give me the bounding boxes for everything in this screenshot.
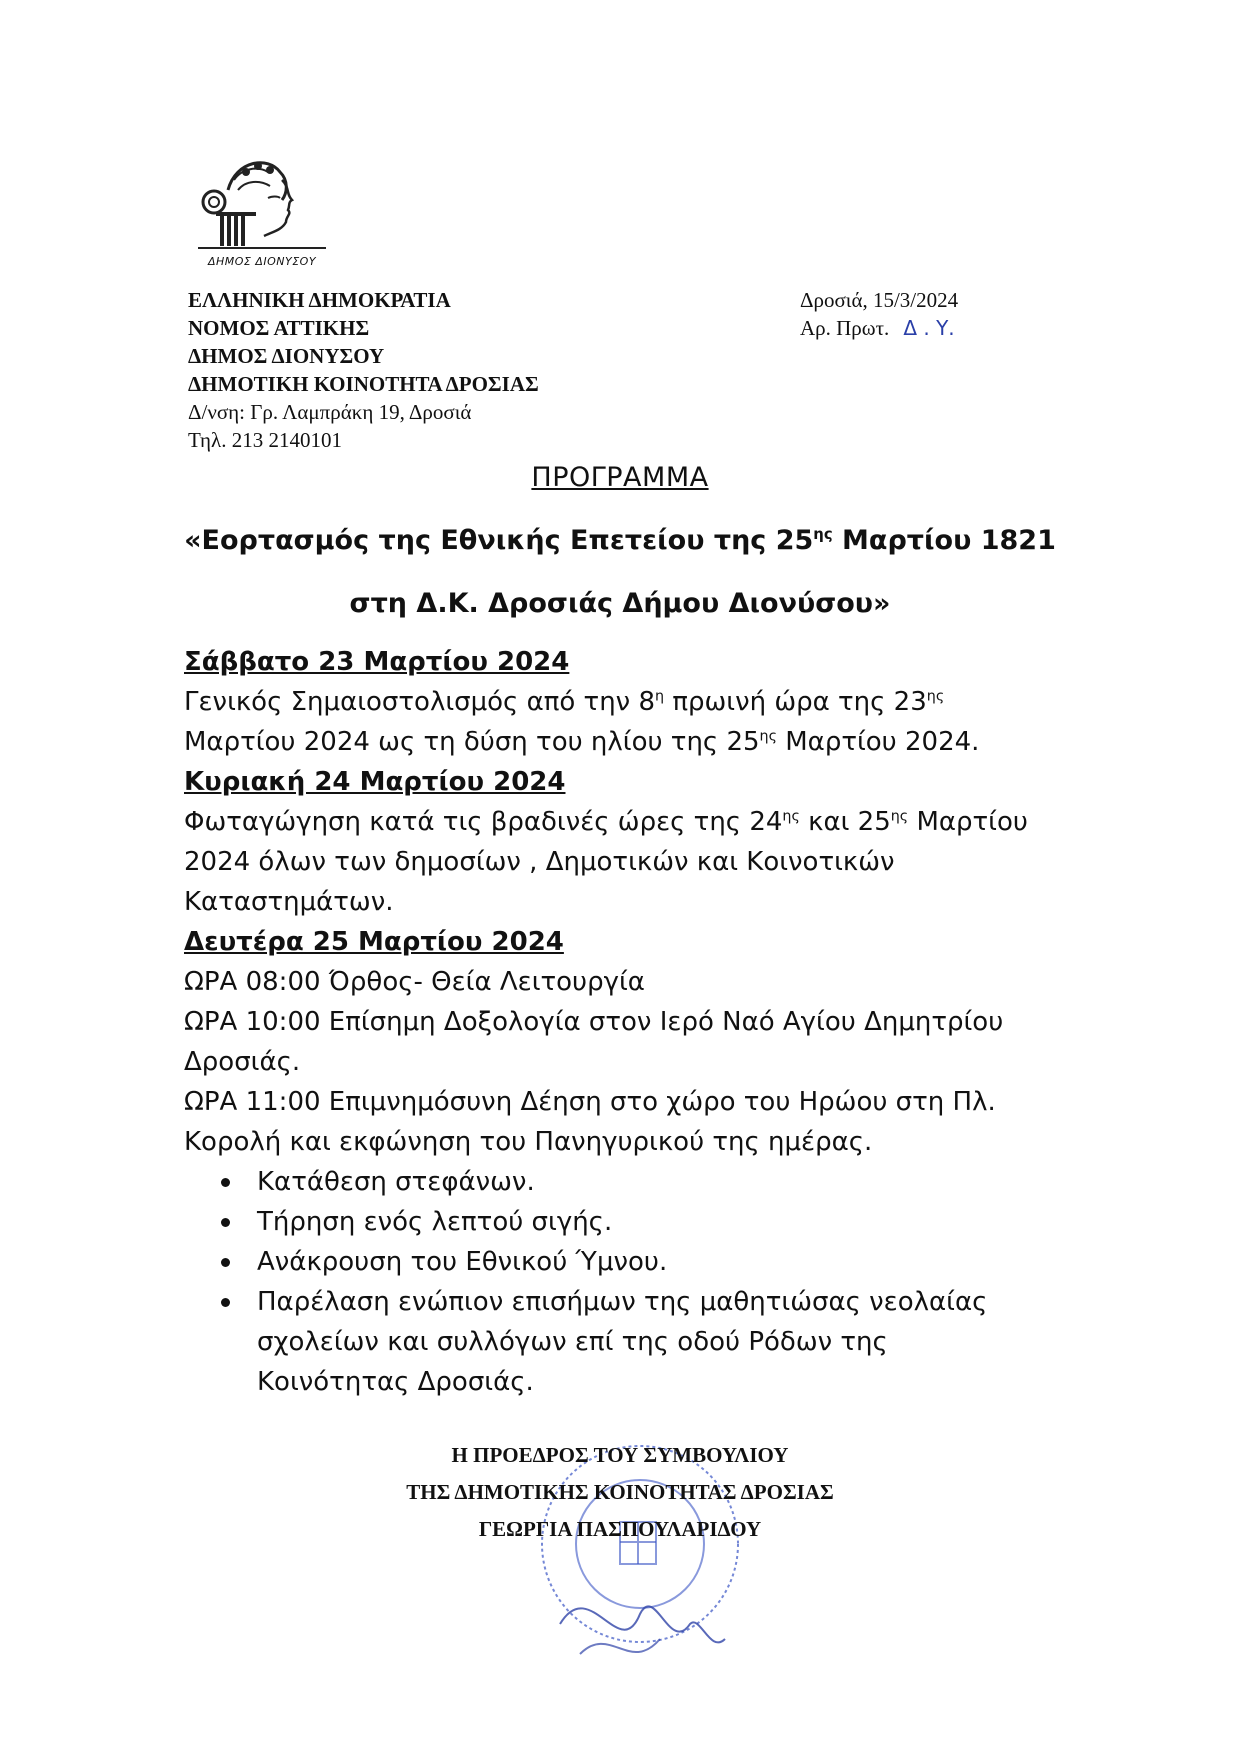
- issuer-line: ΔΗΜΟΤΙΚΗ ΚΟΙΝΟΤΗΤΑ ΔΡΟΣΙΑΣ: [188, 372, 539, 396]
- body-line: 2024 όλων των δημοσίων , Δημοτικών και Κοινοτικών: [184, 847, 895, 877]
- schedule-line: ΩΡΑ 10:00 Επίσημη Δοξολογία στον Ιερό Ναό Αγίου Δημητρίου: [184, 1007, 1004, 1037]
- subtitle-text: «Εορτασμός της Εθνικής Επετείου της 25: [184, 525, 814, 556]
- body-text: Μαρτίου 2024.: [776, 727, 980, 757]
- document-date: Δροσιά, 15/3/2024: [800, 288, 959, 312]
- page-title: ΠΡΟΓΡΑΜΜΑ: [531, 462, 709, 493]
- program-body: [184, 642, 1044, 1402]
- bullet-icon: [221, 1298, 230, 1307]
- list-item: [184, 1202, 1044, 1242]
- day-heading-saturday: Σάββατο 23 Μαρτίου 2024: [184, 647, 570, 677]
- issuer-block: [188, 286, 539, 454]
- list-item: [184, 1162, 1044, 1202]
- ordinal-suffix: ης: [890, 808, 909, 825]
- issuer-line: ΔΗΜΟΣ ΔΙΟΝΥΣΟΥ: [188, 344, 385, 368]
- phone: Τηλ. 213 2140101: [188, 428, 342, 452]
- ceremony-list: [184, 1162, 1044, 1402]
- schedule-line: ΩΡΑ 08:00 Όρθος- Θεία Λειτουργία: [184, 967, 645, 997]
- body-text: και 25: [799, 807, 891, 837]
- list-item-text: Κατάθεση στεφάνων.: [257, 1167, 535, 1197]
- signature-title-1: Η ΠΡΟΕΔΡΟΣ ΤΟΥ ΣΥΜΒΟΥΛΙΟΥ: [451, 1443, 789, 1467]
- protocol-label: Αρ. Πρωτ.: [800, 316, 890, 340]
- signature-title-2: ΤΗΣ ΔΗΜΟΤΙΚΗΣ ΚΟΙΝΟΤΗΤΑΣ ΔΡΟΣΙΑΣ: [406, 1480, 834, 1504]
- schedule-line: ΩΡΑ 11:00 Επιμνημόσυνη Δέηση στο χώρο του Ηρώου στη Πλ.: [184, 1087, 996, 1117]
- dionysus-head-emblem: [198, 150, 326, 255]
- ordinal-suffix: ης: [759, 728, 777, 745]
- bullet-icon: [221, 1218, 230, 1227]
- day-heading-monday: Δευτέρα 25 Μαρτίου 2024: [184, 927, 564, 957]
- ordinal-suffix: ης: [926, 688, 945, 705]
- issuer-line: ΕΛΛΗΝΙΚΗ ΔΗΜΟΚΡΑΤΙΑ: [188, 288, 451, 312]
- list-item-text: Παρέλαση ενώπιον επισήμων της μαθητιώσας νεολαίας σχολείων και συλλόγων επί της οδού Ρόδων της Κοινότητας Δροσιάς.: [257, 1287, 988, 1397]
- schedule-line: Δροσιάς.: [184, 1047, 301, 1077]
- body-line: [184, 682, 1044, 722]
- body-text: Μαρτίου: [908, 807, 1028, 837]
- day-heading-sunday: Κυριακή 24 Μαρτίου 2024: [184, 767, 566, 797]
- bullet-icon: [221, 1258, 230, 1267]
- body-line: [184, 802, 1044, 842]
- ordinal-suffix: η: [655, 688, 665, 705]
- body-text: Φωταγώγηση κατά τις βραδινές ώρες της 24: [184, 807, 783, 837]
- protocol-value: Δ . Υ.: [903, 316, 955, 340]
- body-text: Γενικός Σημαιοστολισμός από την 8: [184, 687, 656, 717]
- logo-caption: ΔΗΜΟΣ ΔΙΟΝΥΣΟΥ: [207, 255, 317, 268]
- body-line: Καταστημάτων.: [184, 887, 394, 917]
- issuer-line: ΝΟΜΟΣ ΑΤΤΙΚΗΣ: [188, 316, 370, 340]
- bullet-icon: [221, 1178, 230, 1187]
- list-item: [184, 1242, 1044, 1282]
- subtitle-text: Μαρτίου 1821: [832, 525, 1056, 556]
- municipality-logo: [198, 150, 326, 280]
- protocol-number: [800, 314, 958, 342]
- subtitle-line-1: [0, 525, 1240, 556]
- list-item-text: Τήρηση ενός λεπτού σιγής.: [257, 1207, 613, 1237]
- body-text: Μαρτίου 2024 ως τη δύση του ηλίου της 25: [184, 727, 760, 757]
- list-item: [184, 1282, 1037, 1402]
- schedule-line: Κορολή και εκφώνηση του Πανηγυρικού της ημέρας.: [184, 1127, 873, 1157]
- body-line: [184, 722, 1044, 762]
- subtitle-line-2: στη Δ.Κ. Δροσιάς Δήμου Διονύσου»: [349, 588, 891, 619]
- body-text: πρωινή ώρα της 23: [664, 687, 927, 717]
- signatory-name: ΓΕΩΡΓΙΑ ΠΑΣΠΟΥΛΑΡΙΔΟΥ: [478, 1517, 762, 1541]
- list-item-text: Ανάκρουση του Εθνικού Ύμνου.: [257, 1247, 668, 1277]
- address: Δ/νση: Γρ. Λαμπράκη 19, Δροσιά: [188, 400, 472, 424]
- ordinal-suffix: ης: [813, 525, 833, 543]
- date-block: [800, 286, 958, 342]
- ordinal-suffix: ης: [782, 808, 800, 825]
